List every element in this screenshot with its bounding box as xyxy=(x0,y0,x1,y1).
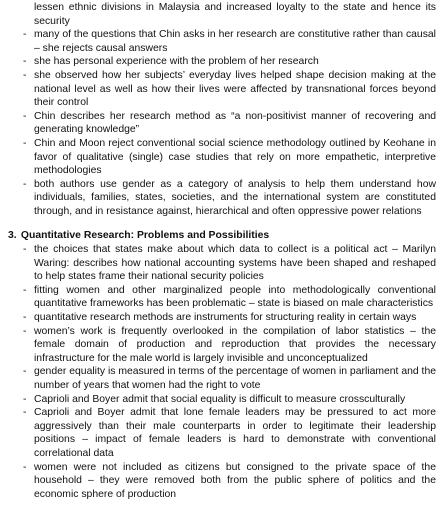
bullet-text: many of the questions that Chin asks in her research are constitutive rather than causal – she rejects causal answers xyxy=(34,29,436,54)
bullet-text: she observed how her subjects’ everyday lives helped shape decision making at the national level as well as how their lives were affected by transnational forces beyond their control xyxy=(34,69,436,109)
bullet-text: Caprioli and Boyer admit that social equality is difficult to measure crossculturally xyxy=(34,393,406,405)
bullet-text: Caprioli and Boyer admit that lone female leaders may be pressured to act more aggressively than their male counterparts in order to legitimate their leadership positions – impact of female leaders is hard to demonstrate with conventional correlational data xyxy=(34,407,436,459)
bullet-item xyxy=(23,311,436,325)
bullet-dash: - xyxy=(23,407,27,419)
bullet-item xyxy=(23,393,436,407)
bullet-text: Chin and Moon reject conventional social science methodology outlined by Keohane in favor of qualitative (single) case studies that rely on more empathetic, interpretive methodologies xyxy=(34,137,436,177)
bullet-text: she has personal experience with the problem of her research xyxy=(34,56,319,68)
bullet-dash: - xyxy=(23,312,27,324)
bullet-text: lessen ethnic divisions in Malaysia and increased loyalty to the state and hence its security xyxy=(34,2,436,27)
section-3-bullets xyxy=(23,243,437,501)
section-2-bullets xyxy=(23,1,436,219)
bullet-item xyxy=(23,110,436,137)
bullet-text: Chin describes her research method as “a non-positivist manner of recovering and generating knowledge” xyxy=(34,110,436,136)
bullet-text: the choices that states make about which data to collect is a political act – Marilyn Waring: describes how national accounting systems have been shaped and reshaped to help states frame their national security policies xyxy=(34,244,436,283)
bullet-dash: - xyxy=(23,461,27,473)
section-3-title: Quantitative Research: Problems and Possibilities xyxy=(20,229,270,241)
bullet-item xyxy=(23,325,436,366)
bullet-dash: - xyxy=(23,137,27,149)
bullet-text: quantitative research methods are instruments for structuring reality in certain ways xyxy=(34,312,417,324)
bullet-dash: - xyxy=(23,393,27,405)
bullet-item xyxy=(23,406,436,460)
section-3-number: 3. xyxy=(8,229,17,241)
bullet-dash: - xyxy=(23,110,27,122)
bullet-item xyxy=(23,69,436,110)
bullet-dash: - xyxy=(23,56,27,68)
section-3-heading xyxy=(8,229,436,243)
bullet-text: gender equality is measured in terms of the percentage of women in parliament and the number of years that women had the right to vote xyxy=(34,366,437,392)
bullet-item xyxy=(23,243,436,284)
bullet-dash: - xyxy=(23,325,27,337)
bullet-text: women’s work is frequently overlooked in the compilation of labor statistics – the female domain of production and reproduction that provides the necessary infrastructure for the male world is largely invisible and unconceptualized xyxy=(34,325,436,364)
bullet-text: both authors use gender as a category of analysis to help them understand how individuals, families, states, societies, and the international system are constituted through, and in resistance against, hierarchical and often oppressive power relations xyxy=(34,178,436,217)
bullet-item xyxy=(23,365,437,392)
bullet-item xyxy=(23,178,436,219)
bullet-dash: - xyxy=(23,178,27,190)
bullet-dash: - xyxy=(23,366,27,378)
bullet-item xyxy=(34,1,436,28)
bullet-dash: - xyxy=(23,69,27,81)
bullet-item xyxy=(23,284,436,311)
bullet-dash: - xyxy=(23,284,27,296)
bullet-item xyxy=(23,137,436,178)
bullet-text: women were not included as citizens but consigned to the private space of the household – they were removed both from the public sphere of politics and the economic sphere of production xyxy=(34,461,436,500)
bullet-text: fitting women and other marginalized people into methodologically conventional quantitative frameworks has been problematic – state is biased on male characteristics xyxy=(34,284,436,310)
bullet-item xyxy=(23,461,436,502)
bullet-item xyxy=(23,55,436,69)
bullet-dash: - xyxy=(23,244,27,256)
bullet-item xyxy=(23,28,436,55)
bullet-dash: - xyxy=(23,29,27,41)
